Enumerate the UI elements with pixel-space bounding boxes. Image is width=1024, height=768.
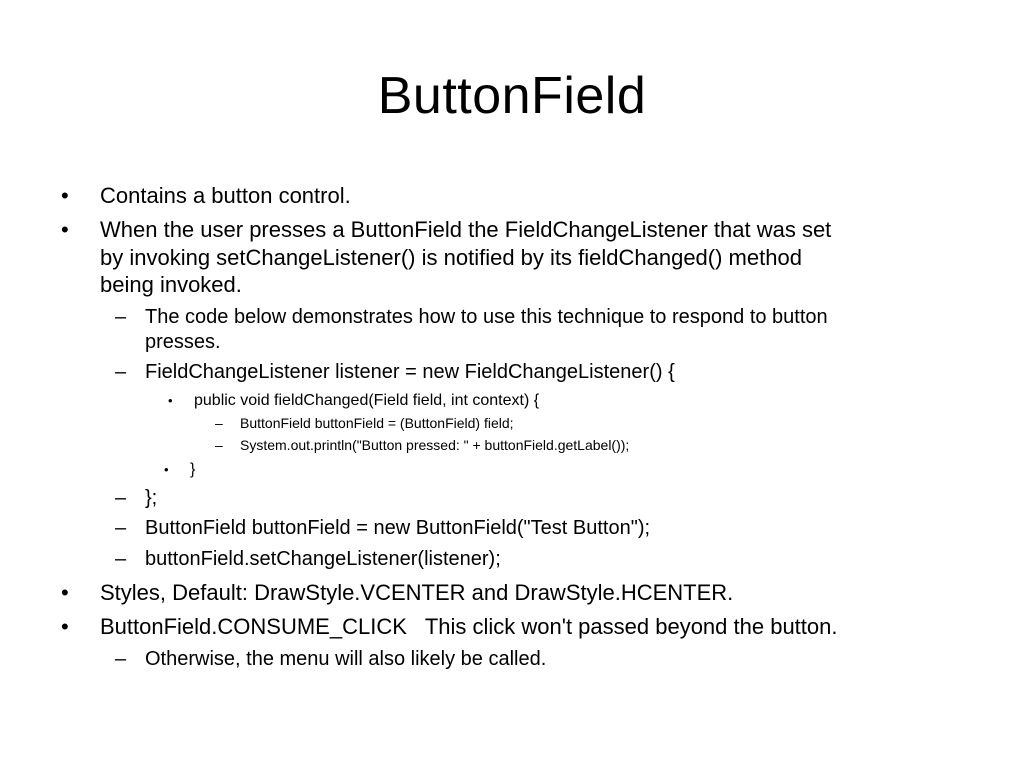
bullet-item (61, 579, 734, 607)
bullet-text: When the user presses a ButtonField the FieldChangeListener that was set (100, 217, 832, 242)
bullet-marker: – (115, 361, 127, 383)
bullet-item (168, 391, 540, 411)
bullet-item (215, 436, 630, 454)
bullet-item (61, 182, 351, 210)
bullet-text: Otherwise, the menu will also likely be called. (145, 648, 547, 670)
bullet-item (115, 547, 501, 572)
bullet-marker: – (115, 517, 127, 539)
bullet-text: buttonField.setChangeListener(listener); (145, 548, 501, 570)
bullet-marker: – (115, 306, 127, 328)
bullet-marker: – (215, 437, 223, 453)
bullet-text: presses. (145, 331, 221, 353)
bullet-text: public void fieldChanged(Field field, int context) { (194, 392, 540, 409)
bullet-marker: – (115, 648, 127, 670)
bullet-text: ButtonField buttonField = new ButtonField("Test Button"); (145, 517, 651, 539)
bullet-text: } (190, 461, 196, 478)
bullet-marker: – (115, 548, 127, 570)
bullet-item (115, 305, 828, 355)
bullet-marker: • (61, 183, 69, 208)
bullet-item (61, 613, 838, 641)
bullet-item (61, 216, 832, 299)
bullet-marker: – (215, 415, 223, 431)
bullet-text: FieldChangeListener listener = new FieldChangeListener() { (145, 361, 675, 383)
bullet-item (115, 647, 547, 672)
bullet-text: }; (145, 487, 158, 509)
bullet-text: The code below demonstrates how to use this technique to respond to button (145, 306, 828, 328)
bullet-item (115, 360, 675, 385)
bullet-text: Contains a button control. (100, 183, 351, 208)
bullet-marker: • (168, 393, 173, 408)
bullet-marker: – (115, 487, 127, 509)
bullet-item (215, 414, 514, 432)
bullet-item (164, 460, 196, 480)
bullet-text: ButtonField.CONSUME_CLICK This click won't passed beyond the button. (100, 614, 838, 639)
bullet-marker: • (61, 614, 69, 639)
bullet-marker: • (164, 462, 169, 477)
bullet-text: System.out.println("Button pressed: " + buttonField.getLabel()); (240, 437, 630, 453)
bullet-item (115, 516, 651, 541)
bullet-marker: • (61, 580, 69, 605)
bullet-marker: • (61, 217, 69, 242)
bullet-text: Styles, Default: DrawStyle.VCENTER and DrawStyle.HCENTER. (100, 580, 734, 605)
slide-title: ButtonField (377, 67, 647, 125)
bullet-text: ButtonField buttonField = (ButtonField) field; (240, 415, 514, 431)
bullet-text: being invoked. (100, 272, 242, 297)
bullet-item (115, 486, 158, 511)
bullet-text: by invoking setChangeListener() is notified by its fieldChanged() method (100, 244, 802, 270)
